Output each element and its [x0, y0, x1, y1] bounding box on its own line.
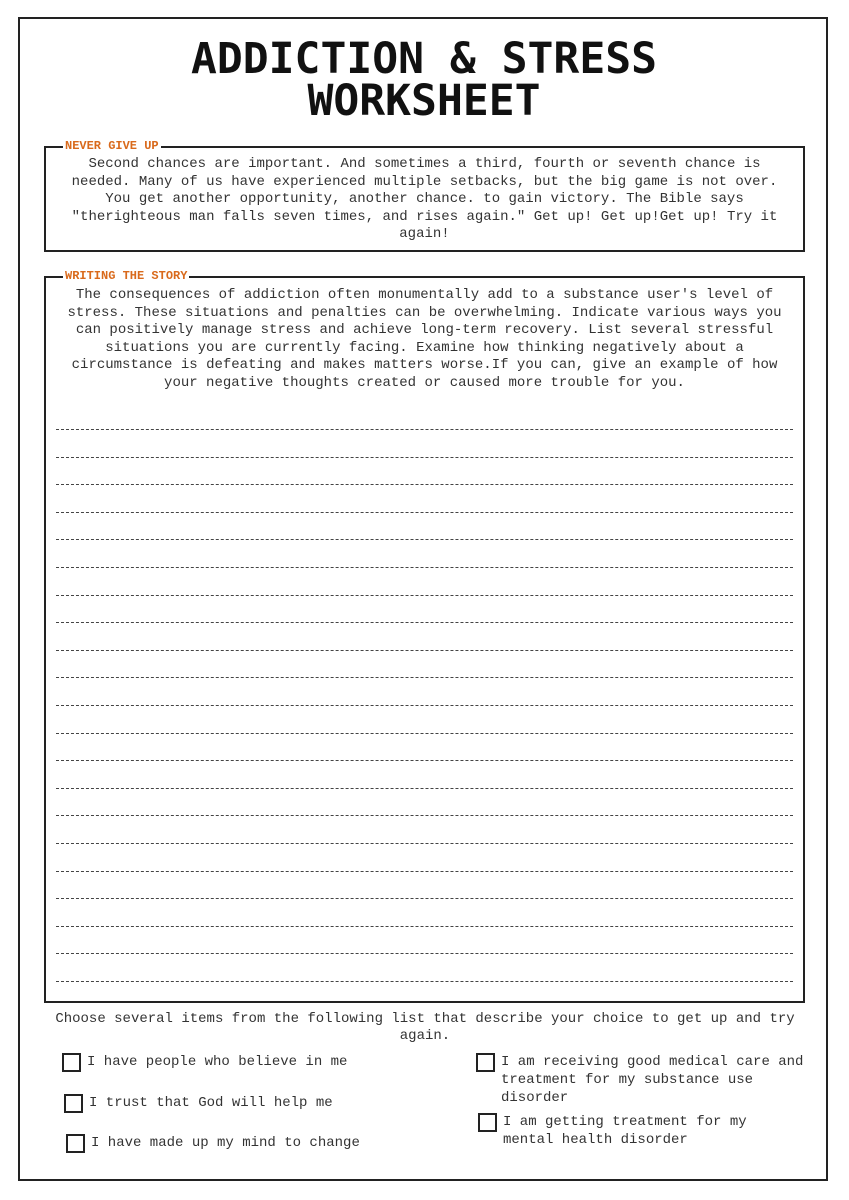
checklist-item[interactable]: [64, 1094, 444, 1113]
checklist-intro: Choose several items from the following list that describe your choice to get up and try again.: [55, 1011, 795, 1044]
checkbox[interactable]: [64, 1094, 83, 1113]
checklist-item-label: I am getting treatment for my mental health disorder: [503, 1114, 747, 1148]
writing-line: [56, 705, 793, 706]
checkbox[interactable]: [62, 1053, 81, 1072]
checkbox[interactable]: [66, 1134, 85, 1153]
never-give-up-text: Second chances are important. And sometimes a third, fourth or seventh chance is needed. Many of us have experienced multiple setbacks, but the big game is not over. You get another opportunity, another chance. to gain victory. The Bible says "therighteous man falls seven times, and rises again." Get up! Get up!Get up! Try it again!: [71, 156, 778, 242]
checklist-item-label: I have people who believe in me: [87, 1054, 348, 1070]
checklist-item-label: I have made up my mind to change: [91, 1135, 360, 1151]
writing-line: [56, 871, 793, 872]
writing-line: [56, 926, 793, 927]
checkbox[interactable]: [476, 1053, 495, 1072]
writing-story-text: The consequences of addiction often monumentally add to a substance user's level of stress. These situations and penalties can be overwhelming. Indicate various ways you can positively manage stress and achieve long-term recovery. List several stressful situations you are currently facing. Examine how thinking negatively about a circumstance is defeating and makes matters worse.If you can, give an example of how your negative thoughts created or caused more trouble for you.: [67, 287, 782, 391]
writing-line: [56, 484, 793, 485]
writing-line: [56, 843, 793, 844]
checklist-item[interactable]: [62, 1053, 442, 1072]
writing-line: [56, 677, 793, 678]
writing-story-box: [44, 269, 805, 1003]
page-title: [18, 34, 830, 126]
writing-area[interactable]: [56, 429, 793, 1008]
checklist-item[interactable]: [476, 1053, 816, 1107]
never-give-up-box: [44, 139, 805, 252]
writing-story-heading: WRITING THE STORY: [65, 269, 188, 283]
never-give-up-heading: NEVER GIVE UP: [65, 139, 159, 153]
title-line-1: ADDICTION & STRESS: [191, 34, 657, 84]
writing-line: [56, 595, 793, 596]
writing-line: [56, 512, 793, 513]
writing-line: [56, 650, 793, 651]
writing-line: [56, 733, 793, 734]
writing-line: [56, 457, 793, 458]
writing-line: [56, 953, 793, 954]
writing-line: [56, 622, 793, 623]
title-line-2: WORKSHEET: [307, 76, 541, 126]
checklist-item-label: I trust that God will help me: [89, 1095, 333, 1111]
writing-line: [56, 898, 793, 899]
writing-line: [56, 539, 793, 540]
checklist-item-label: I am receiving good medical care and treatment for my substance use disorder: [501, 1054, 804, 1106]
writing-line: [56, 981, 793, 982]
checklist-item[interactable]: [478, 1113, 798, 1149]
checkbox[interactable]: [478, 1113, 497, 1132]
writing-line: [56, 429, 793, 430]
writing-line: [56, 567, 793, 568]
checklist-item[interactable]: [66, 1134, 446, 1153]
writing-line: [56, 815, 793, 816]
writing-line: [56, 760, 793, 761]
writing-line: [56, 788, 793, 789]
